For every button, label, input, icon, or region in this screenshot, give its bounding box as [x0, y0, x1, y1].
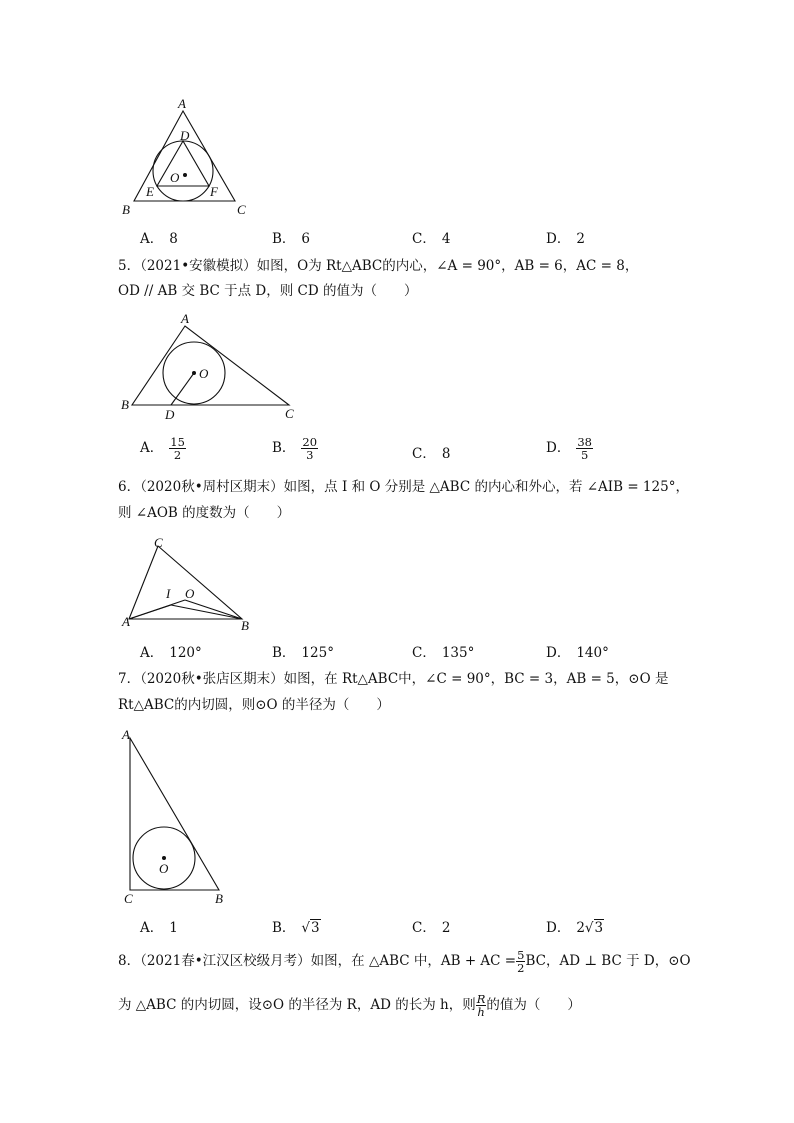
- q8-fraction-5-2: $\frac{5}{2}$: [517, 948, 525, 975]
- q5-option-d-fraction: $\frac{38}{5}$: [577, 435, 592, 462]
- q7-option-b-sqrt: √3: [301, 920, 320, 936]
- q4-option-b[interactable]: B． 6: [272, 231, 311, 247]
- q6-label-c: C: [154, 535, 163, 550]
- q6-segment-ao: [129, 600, 185, 619]
- q6-option-c[interactable]: C． 135°: [412, 645, 475, 661]
- q5-option-b[interactable]: B． $\frac{20}{3}$: [272, 435, 318, 462]
- q5-segment-od: [171, 373, 194, 405]
- q7-options: [140, 916, 700, 938]
- q8-stem-line1: 8．（2021春•江汉区校级月考）如图，在 △ABC 中，AB + AC = $\frac{5}{2}$ BC，AD ⊥ BC 于 D，⊙O: [118, 948, 691, 975]
- q4-label-a: A: [178, 96, 186, 111]
- q7-option-d-sqrt: √3: [584, 920, 604, 936]
- q5-option-a-fraction: $\frac{15}{2}$: [170, 435, 185, 462]
- q5-label-d: D: [165, 407, 175, 422]
- q4-label-e: E: [146, 184, 154, 199]
- q5-option-b-fraction: $\frac{20}{3}$: [302, 435, 318, 462]
- q4-option-a[interactable]: A． 8: [140, 231, 178, 247]
- q4-center-dot: [183, 173, 187, 177]
- q7-stem-line1: 7．（2020秋•张店区期末）如图，在 Rt△ABC中，∠C = 90°，BC = 3，AB = 5，⊙O 是: [118, 671, 669, 687]
- q5-label-c: C: [285, 406, 294, 421]
- q4-options: [140, 227, 700, 249]
- q5-stem-line1: 5．（2021•安徽模拟）如图，O为 Rt△ABC的内心，∠A = 90°，AB = 6，AC = 8，: [118, 258, 639, 274]
- q6-option-a[interactable]: A． 120°: [140, 645, 202, 661]
- q7-option-b[interactable]: B． √3: [272, 920, 320, 936]
- q4-label-d: D: [180, 128, 190, 143]
- q4-option-d[interactable]: D． 2: [546, 231, 585, 247]
- q7-label-a: A: [122, 727, 130, 742]
- q5-label-o: O: [199, 366, 209, 381]
- q5-options: [140, 436, 700, 466]
- q5-option-d[interactable]: D． $\frac{38}{5}$: [546, 435, 592, 462]
- q7-label-o: O: [159, 861, 169, 876]
- q5-center-dot: [192, 371, 196, 375]
- q7-option-c[interactable]: C． 2: [412, 920, 451, 936]
- q6-figure: [118, 535, 263, 635]
- q5-option-c[interactable]: C． 8: [412, 446, 451, 462]
- q4-label-c: C: [237, 202, 246, 217]
- q4-label-b: B: [122, 202, 130, 217]
- q4-option-c[interactable]: C． 4: [412, 231, 451, 247]
- q4-incircle: [153, 141, 213, 201]
- q5-label-b: B: [121, 397, 129, 412]
- q7-figure: [118, 725, 243, 910]
- q7-option-a[interactable]: A． 1: [140, 920, 178, 936]
- q4-label-f: F: [210, 184, 218, 199]
- q6-option-d[interactable]: D． 140°: [546, 645, 609, 661]
- q6-options: [140, 641, 700, 663]
- q7-center-dot: [162, 856, 166, 860]
- q5-figure: [115, 310, 315, 425]
- q5-label-a: A: [181, 311, 189, 326]
- q7-triangle-abc: [130, 738, 219, 890]
- q4-figure: [110, 95, 260, 220]
- q5-option-a[interactable]: A． $\frac{15}{2}$: [140, 435, 185, 462]
- q6-label-i: I: [166, 586, 171, 601]
- q7-stem-line2: Rt△ABC的内切圆，则⊙O 的半径为（ ）: [118, 697, 390, 713]
- q5-stem-line2: OD // AB 交 BC 于点 D，则 CD 的值为（ ）: [118, 283, 418, 299]
- q7-option-d[interactable]: D． 2√3: [546, 920, 604, 936]
- q8-fraction-r-h: $\frac{R}{h}$: [476, 992, 486, 1019]
- q6-label-a: A: [122, 614, 130, 629]
- q7-label-c: C: [124, 891, 133, 906]
- q6-stem-line1: 6．（2020秋•周村区期末）如图，点 I 和 O 分别是 △ABC 的内心和外心，若 ∠AIB = 125°，: [118, 479, 689, 495]
- q6-stem-line2: 则 ∠AOB 的度数为（ ）: [118, 505, 291, 521]
- q7-label-b: B: [215, 891, 223, 906]
- q8-stem-line2: 为 △ABC 的内切圆，设⊙O 的半径为 R，AD 的长为 h，则 $\frac{R}{h}$ 的值为（ ）: [118, 992, 581, 1019]
- q6-label-o: O: [185, 586, 195, 601]
- q5-triangle-abc: [132, 326, 289, 405]
- q6-option-b[interactable]: B． 125°: [272, 645, 334, 661]
- q4-label-o: O: [170, 170, 180, 185]
- q6-label-b: B: [241, 618, 249, 633]
